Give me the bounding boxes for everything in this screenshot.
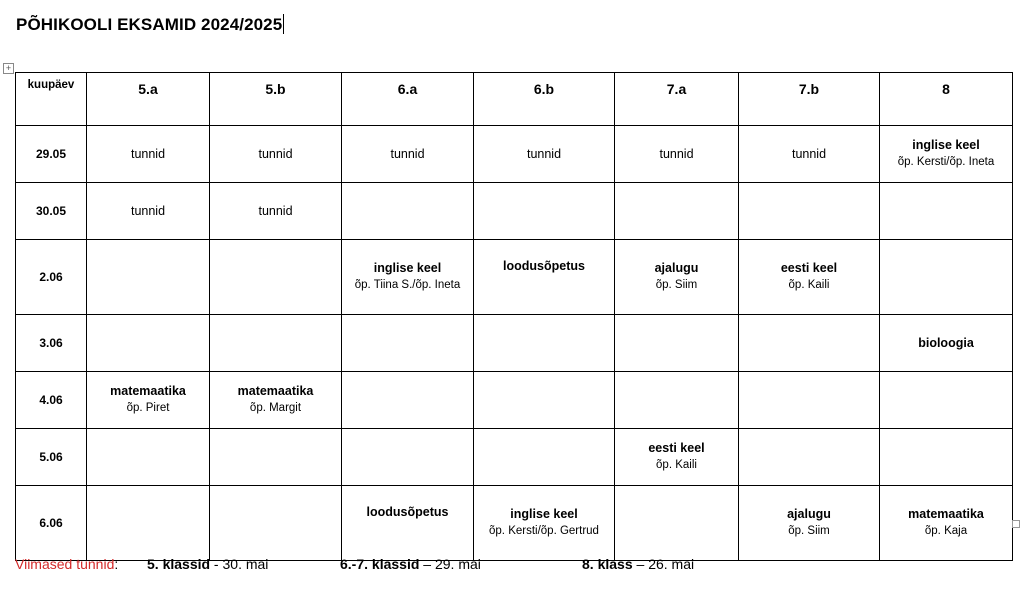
exam-cell xyxy=(615,429,739,486)
exam-cell xyxy=(880,486,1013,561)
exam-cell xyxy=(739,486,880,561)
exam-teacher: õp. Kaja xyxy=(924,525,968,537)
date-cell: 6.06 xyxy=(16,486,87,561)
exam-cell xyxy=(615,183,739,240)
exam-teacher: õp. Siim xyxy=(655,279,698,291)
exam-cell xyxy=(342,486,474,561)
table-row xyxy=(16,429,1013,486)
date-cell: 3.06 xyxy=(16,315,87,372)
exam-teacher: õp. Siim xyxy=(788,525,830,537)
footer-item-class: 5. klassid xyxy=(147,556,211,572)
exam-cell xyxy=(87,429,210,486)
exam-cell xyxy=(739,183,880,240)
exam-teacher: õp. Kersti/õp. Gertrud xyxy=(489,525,599,537)
exam-subject: loodusõpetus xyxy=(503,259,585,273)
exam-cell xyxy=(87,240,210,315)
exam-subject: ajalugu xyxy=(787,507,831,521)
header-class: 5.a xyxy=(87,73,210,126)
exam-cell xyxy=(210,126,342,183)
footer-last-lessons xyxy=(15,556,118,572)
footer-item-5 xyxy=(147,556,268,572)
footer-item-date: 29. mai xyxy=(434,556,481,572)
exam-teacher: õp. Kaili xyxy=(788,279,830,291)
exam-subject: tunnid xyxy=(791,146,827,161)
table-move-handle-icon[interactable]: + xyxy=(3,63,14,74)
table-row xyxy=(16,183,1013,240)
exam-cell xyxy=(474,486,615,561)
date-cell: 29.05 xyxy=(16,126,87,183)
footer-item-date: 26. mai xyxy=(648,556,695,572)
exam-cell xyxy=(474,240,615,315)
header-class: 7.a xyxy=(615,73,739,126)
exam-subject: loodusõpetus xyxy=(366,505,449,519)
footer-colon: : xyxy=(114,556,119,572)
table-row xyxy=(16,240,1013,315)
exam-cell xyxy=(615,486,739,561)
exam-cell xyxy=(87,372,210,429)
exam-subject: inglise keel xyxy=(510,507,578,521)
footer-item-sep: – xyxy=(419,556,435,572)
exam-cell xyxy=(739,240,880,315)
exam-subject: matemaatika xyxy=(237,384,314,398)
header-class: 8 xyxy=(880,73,1013,126)
text-cursor xyxy=(283,14,284,34)
exam-cell xyxy=(87,126,210,183)
date-cell: 30.05 xyxy=(16,183,87,240)
table-row xyxy=(16,486,1013,561)
exam-teacher: õp. Piret xyxy=(126,402,170,414)
exam-cell xyxy=(210,240,342,315)
exam-cell xyxy=(880,126,1013,183)
exam-cell xyxy=(342,429,474,486)
exam-cell xyxy=(210,486,342,561)
exam-subject: inglise keel xyxy=(912,138,980,152)
exam-subject: tunnid xyxy=(130,203,166,218)
exam-cell xyxy=(880,429,1013,486)
exam-subject: tunnid xyxy=(258,146,293,161)
exam-cell xyxy=(615,126,739,183)
exam-subject: tunnid xyxy=(390,146,425,161)
header-class: 6.b xyxy=(474,73,615,126)
date-cell: 2.06 xyxy=(16,240,87,315)
exam-teacher: õp. Margit xyxy=(249,402,302,414)
footer-item-class: 6.-7. klassid xyxy=(340,556,420,572)
exam-cell xyxy=(87,183,210,240)
footer-item-sep: – xyxy=(632,556,649,572)
exam-teacher: õp. Kaili xyxy=(656,459,697,471)
date-cell: 5.06 xyxy=(16,429,87,486)
exam-subject: tunnid xyxy=(659,146,694,161)
exam-cell xyxy=(474,315,615,372)
exam-teacher: õp. Tiina S./õp. Ineta xyxy=(354,279,461,291)
footer-item-sep: - xyxy=(210,556,223,572)
exam-cell xyxy=(210,429,342,486)
header-class: 5.b xyxy=(210,73,342,126)
exam-subject: inglise keel xyxy=(373,261,442,275)
header-date: kuupäev xyxy=(16,73,87,126)
table-resize-handle[interactable] xyxy=(1012,520,1020,528)
exam-cell xyxy=(342,372,474,429)
exam-subject: tunnid xyxy=(526,146,562,161)
exam-subject: matemaatika xyxy=(110,384,186,398)
exam-subject: ajalugu xyxy=(654,261,699,275)
exam-subject: tunnid xyxy=(258,203,293,218)
header-row xyxy=(16,73,1013,126)
exam-cell xyxy=(880,315,1013,372)
exam-teacher: õp. Kersti/õp. Ineta xyxy=(897,156,995,168)
table-row xyxy=(16,372,1013,429)
exam-cell xyxy=(739,126,880,183)
exam-cell xyxy=(342,126,474,183)
exam-cell xyxy=(474,372,615,429)
date-cell: 4.06 xyxy=(16,372,87,429)
exam-subject: tunnid xyxy=(130,146,166,161)
exam-cell xyxy=(210,315,342,372)
exam-schedule-table xyxy=(15,72,1013,561)
exam-cell xyxy=(739,372,880,429)
exam-cell xyxy=(342,240,474,315)
exam-cell xyxy=(342,315,474,372)
footer-item-date: 30. mai xyxy=(222,556,269,572)
exam-cell xyxy=(615,315,739,372)
exam-cell xyxy=(739,315,880,372)
table-body xyxy=(16,73,1013,561)
exam-cell xyxy=(615,372,739,429)
exam-subject: bioloogia xyxy=(918,335,974,350)
table-row xyxy=(16,315,1013,372)
footer-item-6-7 xyxy=(340,556,481,572)
exam-subject: matemaatika xyxy=(908,507,984,521)
page-title: PÕHIKOOLI EKSAMID 2024/2025 xyxy=(16,15,283,34)
exam-cell xyxy=(87,315,210,372)
footer-item-8 xyxy=(582,556,694,572)
exam-cell xyxy=(342,183,474,240)
exam-cell xyxy=(210,183,342,240)
header-class: 6.a xyxy=(342,73,474,126)
exam-cell xyxy=(739,429,880,486)
exam-cell xyxy=(880,240,1013,315)
footer-label: Viimased tunnid xyxy=(15,556,115,572)
exam-cell xyxy=(474,183,615,240)
table-row xyxy=(16,126,1013,183)
exam-cell xyxy=(210,372,342,429)
exam-subject: eesti keel xyxy=(780,261,838,275)
footer-item-class: 8. klass xyxy=(582,556,633,572)
exam-cell xyxy=(880,372,1013,429)
header-class: 7.b xyxy=(739,73,880,126)
exam-cell xyxy=(87,486,210,561)
exam-cell xyxy=(474,126,615,183)
exam-cell xyxy=(474,429,615,486)
exam-cell xyxy=(615,240,739,315)
exam-subject: eesti keel xyxy=(648,441,705,455)
exam-cell xyxy=(880,183,1013,240)
